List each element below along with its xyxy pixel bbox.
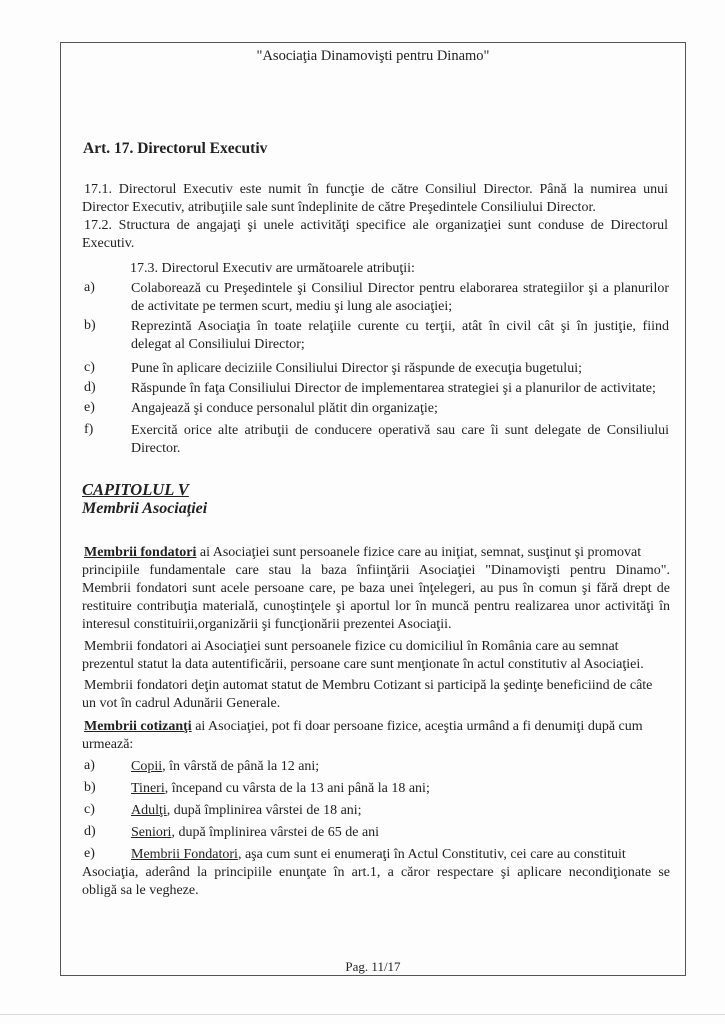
founders-p2-line1: Membrii fondatori ai Asociaţiei sunt persoanele fizice cu domiciliul în România care au semnat bbox=[84, 639, 619, 654]
contributors-e-line3: obligă sa le vegheze. bbox=[82, 883, 199, 898]
founders-line3: Membrii fondatori sunt acele persoane care, pe baza unei înţelegeri, au pus în comun şi fără drept de bbox=[82, 581, 670, 596]
list-item: Pune în aplicare deciziile Consiliului Director şi răspunde de execuţia bugetului; bbox=[131, 361, 582, 376]
page-header: "Asociaţia Dinamovişti pentru Dinamo" bbox=[256, 48, 490, 64]
list-item-label: c) bbox=[84, 802, 95, 817]
founders-line4: restituire contribuţia materială, cunoştinţele şi aportul lor în muncă pentru realizarea unor activităţi în bbox=[82, 599, 670, 614]
list-item-label: a) bbox=[84, 280, 95, 295]
chapter-title: CAPITOLUL V bbox=[82, 480, 189, 499]
list-item-label: d) bbox=[84, 380, 96, 395]
art17-p1-line1: 17.1. Directorul Executiv este numit în funcţie de către Consiliul Director. Până la numirea unui bbox=[84, 182, 668, 197]
list-item: Director. bbox=[131, 441, 181, 456]
founders-term: Membrii fondatori bbox=[84, 545, 197, 560]
founders-p3-line2: un vot în cadrul Adunării Generale. bbox=[82, 696, 281, 711]
list-item: Copii, în vârstă de până la 12 ani; bbox=[131, 759, 320, 774]
founders-p2-line2: prezentul statut la data autentificării, persoane care sunt menţionate în actul constitutiv al Asociaţiei. bbox=[82, 657, 644, 672]
contributors-e-line2: Asociaţia, aderând la principiile enunţate în art.1, a căror respectare şi aplicare necondiţionate se bbox=[82, 865, 670, 880]
list-item: Exercită orice alte atribuţii de conducere operativă sau care îi sunt delegate de Consiliului bbox=[131, 423, 669, 438]
list-item-label: a) bbox=[84, 758, 95, 773]
art17-p3: 17.3. Directorul Executiv are următoarele atribuţii: bbox=[130, 261, 415, 276]
list-item: delegat al Consiliului Director; bbox=[131, 337, 305, 352]
list-item: Reprezintă Asociaţia în toate relaţiile curente cu terţii, atât în civil cât şi în justiţie, fiind bbox=[131, 319, 669, 334]
list-item: Tineri, începand cu vârsta de la 13 ani până la 18 ani; bbox=[131, 781, 430, 796]
article-17-title: Art. 17. Directorul Executiv bbox=[83, 140, 268, 157]
founders-line5: interesul constituirii,organizării şi funcţionării prezentei Asociaţii. bbox=[82, 617, 452, 632]
list-item: Adulţi, după împlinirea vârstei de 18 ani; bbox=[131, 803, 362, 818]
list-item: Angajează şi conduce personalul plătit din organizaţie; bbox=[131, 401, 438, 416]
contributors-term: Membrii cotizanţi bbox=[84, 719, 192, 734]
list-item-label: b) bbox=[84, 318, 96, 333]
founders-line1: Membrii fondatori ai Asociaţiei sunt persoanele fizice care au iniţiat, semnat, susţinut şi promovat bbox=[84, 545, 642, 560]
art17-p2-line2: Executiv. bbox=[82, 236, 135, 251]
founders-line2: principiile fundamentale care stau la baza înfiinţării Asociaţiei "Dinamovişti pentru Dinamo". bbox=[82, 563, 670, 578]
list-item: Colaborează cu Preşedintele şi Consiliul Director pentru elaborarea strategiilor şi a planurilor bbox=[131, 281, 669, 296]
list-item-label: e) bbox=[84, 846, 95, 861]
list-item-label: e) bbox=[84, 400, 95, 415]
list-item: Membrii Fondatori, aşa cum sunt ei enumeraţi în Actul Constitutiv, cei care au constituit bbox=[131, 847, 626, 862]
art17-p2-line1: 17.2. Structura de angajaţi şi unele activităţi specifice ale organizaţiei sunt conduse de Directorul bbox=[84, 218, 668, 233]
contributors-line2: urmează: bbox=[82, 737, 134, 752]
page-number: Pag. 11/17 bbox=[345, 959, 401, 974]
list-item: de activitate pe termen scurt, mediu şi lung ale asociaţiei; bbox=[131, 299, 453, 314]
list-item-label: c) bbox=[84, 360, 95, 375]
list-item-label: d) bbox=[84, 824, 96, 839]
founders-p3-line1: Membrii fondatori deţin automat statut de Membru Cotizant si participă la şedinţe beneficiind de câte bbox=[84, 678, 653, 693]
scan-edge-line bbox=[0, 1014, 725, 1015]
list-item: Răspunde în faţa Consiliului Director de implementarea strategiei şi a planurilor de activitate; bbox=[131, 381, 656, 396]
chapter-subtitle: Membrii Asociaţiei bbox=[82, 500, 208, 517]
list-item: Seniori, după împlinirea vârstei de 65 de ani bbox=[131, 825, 380, 840]
contributors-line1: Membrii cotizanţi ai Asociaţiei, pot fi doar persoane fizice, aceştia urmând a fi denumiţi după cum bbox=[84, 719, 643, 734]
art17-p1-line2: Director Executiv, atribuţiile sale sunt îndeplinite de către Preşedintele Consiliului Director. bbox=[82, 200, 596, 215]
list-item-label: b) bbox=[84, 780, 96, 795]
list-item-label: f) bbox=[84, 422, 94, 437]
